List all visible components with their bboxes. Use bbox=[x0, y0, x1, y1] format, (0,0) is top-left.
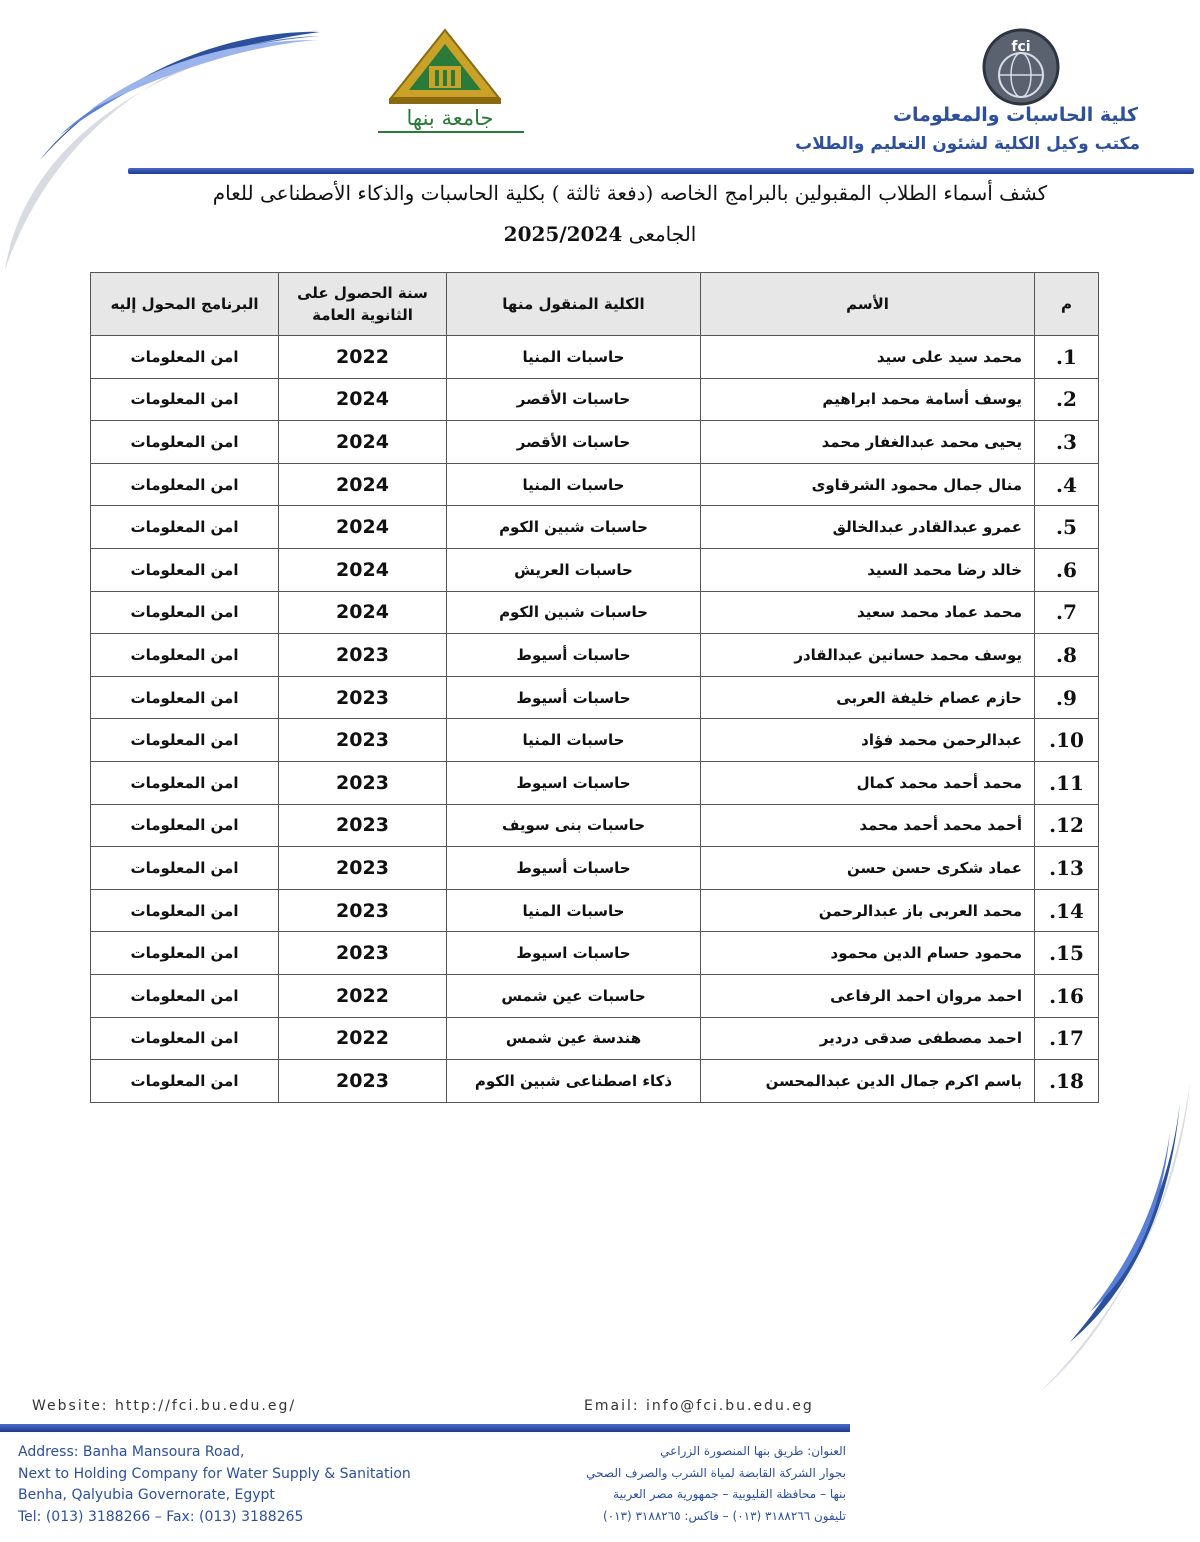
header-num: م bbox=[1035, 273, 1099, 336]
cell-num: 13. bbox=[1035, 847, 1099, 890]
footer-divider bbox=[0, 1424, 850, 1432]
cell-name: محمد أحمد محمد كمال bbox=[701, 761, 1035, 804]
cell-program: امن المعلومات bbox=[91, 974, 279, 1017]
footer-website: Website: http://fci.bu.edu.eg/ bbox=[32, 1398, 297, 1414]
table-row bbox=[91, 421, 1099, 464]
cell-faculty: حاسبات العريش bbox=[447, 548, 701, 591]
cell-year: 2023 bbox=[279, 847, 447, 890]
cell-program: امن المعلومات bbox=[91, 378, 279, 421]
cell-faculty: حاسبات عين شمس bbox=[447, 974, 701, 1017]
table-row bbox=[91, 634, 1099, 677]
cell-program: امن المعلومات bbox=[91, 591, 279, 634]
university-name-underline bbox=[378, 131, 524, 133]
footer-email: Email: info@fci.bu.edu.eg bbox=[584, 1398, 814, 1414]
cell-year: 2023 bbox=[279, 761, 447, 804]
header-name: الأسم bbox=[701, 273, 1035, 336]
document-title-year bbox=[400, 222, 800, 246]
cell-name: عماد شكرى حسن حسن bbox=[701, 847, 1035, 890]
address-ar-line: تليفون ٣١٨٨٢٦٦ (٠١٣) – فاكس: ٣١٨٨٢٦٥ (٠١٣) bbox=[602, 1508, 846, 1523]
cell-year: 2023 bbox=[279, 634, 447, 677]
table-body bbox=[91, 336, 1099, 1103]
cell-program: امن المعلومات bbox=[91, 336, 279, 379]
address-ar-line: بنها – محافظة القليوبية – جمهورية مصر العربية bbox=[613, 1487, 846, 1501]
footer-address-en bbox=[18, 1442, 411, 1528]
cell-faculty: حاسبات المنيا bbox=[447, 889, 701, 932]
header-faculty: الكلية المنقول منها bbox=[447, 273, 701, 336]
cell-year: 2024 bbox=[279, 591, 447, 634]
cell-name: محمد سيد على سيد bbox=[701, 336, 1035, 379]
table-row bbox=[91, 336, 1099, 379]
cell-faculty: حاسبات المنيا bbox=[447, 719, 701, 762]
address-ar-line: بجوار الشركة القابضة لمياة الشرب والصرف الصحي bbox=[586, 1465, 846, 1480]
cell-faculty: حاسبات أسيوط bbox=[447, 847, 701, 890]
fci-globe-logo bbox=[978, 27, 1064, 107]
table-row bbox=[91, 889, 1099, 932]
cell-year: 2022 bbox=[279, 336, 447, 379]
cell-name: عمرو عبدالقادر عبدالخالق bbox=[701, 506, 1035, 549]
table-row bbox=[91, 591, 1099, 634]
table-row bbox=[91, 804, 1099, 847]
decorative-swoosh-top-left bbox=[0, 0, 330, 300]
decorative-swoosh-bottom-right bbox=[1030, 1072, 1200, 1402]
cell-year: 2024 bbox=[279, 548, 447, 591]
cell-name: عبدالرحمن محمد فؤاد bbox=[701, 719, 1035, 762]
cell-name: يوسف محمد حسانين عبدالقادر bbox=[701, 634, 1035, 677]
cell-name: منال جمال محمود الشرقاوى bbox=[701, 463, 1035, 506]
cell-name: احمد مروان احمد الرفاعى bbox=[701, 974, 1035, 1017]
cell-faculty: حاسبات شبين الكوم bbox=[447, 506, 701, 549]
address-en-line: Benha, Qalyubia Governorate, Egypt bbox=[18, 1487, 275, 1503]
table-row bbox=[91, 676, 1099, 719]
university-logo bbox=[385, 28, 505, 106]
table-row bbox=[91, 974, 1099, 1017]
table-row bbox=[91, 932, 1099, 975]
cell-num: 2. bbox=[1035, 378, 1099, 421]
cell-num: 11. bbox=[1035, 761, 1099, 804]
cell-year: 2023 bbox=[279, 676, 447, 719]
students-table bbox=[90, 272, 1099, 1103]
cell-faculty: حاسبات شبين الكوم bbox=[447, 591, 701, 634]
cell-faculty: حاسبات الأقصر bbox=[447, 421, 701, 464]
title-year-prefix: الجامعى bbox=[622, 222, 697, 246]
cell-name: حازم عصام خليفة العربى bbox=[701, 676, 1035, 719]
students-table-wrapper bbox=[90, 272, 1098, 1103]
cell-num: 6. bbox=[1035, 548, 1099, 591]
cell-name: يحيى محمد عبدالغفار محمد bbox=[701, 421, 1035, 464]
footer-address-ar bbox=[586, 1441, 846, 1527]
cell-num: 5. bbox=[1035, 506, 1099, 549]
cell-program: امن المعلومات bbox=[91, 847, 279, 890]
faculty-name: كلية الحاسبات والمعلومات bbox=[892, 104, 1138, 126]
cell-faculty: حاسبات أسيوط bbox=[447, 676, 701, 719]
address-en-line: Address: Banha Mansoura Road, bbox=[18, 1444, 245, 1460]
cell-year: 2023 bbox=[279, 932, 447, 975]
cell-name: باسم اكرم جمال الدين عبدالمحسن bbox=[701, 1060, 1035, 1103]
table-row bbox=[91, 548, 1099, 591]
cell-name: يوسف أسامة محمد ابراهيم bbox=[701, 378, 1035, 421]
cell-faculty: حاسبات اسيوط bbox=[447, 761, 701, 804]
table-row bbox=[91, 719, 1099, 762]
cell-program: امن المعلومات bbox=[91, 421, 279, 464]
cell-name: احمد مصطفى صدقى دردير bbox=[701, 1017, 1035, 1060]
table-row bbox=[91, 378, 1099, 421]
cell-faculty: ذكاء اصطناعى شبين الكوم bbox=[447, 1060, 701, 1103]
cell-num: 16. bbox=[1035, 974, 1099, 1017]
cell-program: امن المعلومات bbox=[91, 804, 279, 847]
cell-year: 2022 bbox=[279, 1017, 447, 1060]
cell-num: 1. bbox=[1035, 336, 1099, 379]
cell-program: امن المعلومات bbox=[91, 548, 279, 591]
cell-name: محمد عماد محمد سعيد bbox=[701, 591, 1035, 634]
table-row bbox=[91, 847, 1099, 890]
cell-faculty: حاسبات اسيوط bbox=[447, 932, 701, 975]
table-row bbox=[91, 463, 1099, 506]
cell-program: امن المعلومات bbox=[91, 634, 279, 677]
table-row bbox=[91, 761, 1099, 804]
cell-year: 2024 bbox=[279, 378, 447, 421]
title-year: 2025/2024 bbox=[503, 222, 623, 246]
cell-program: امن المعلومات bbox=[91, 676, 279, 719]
cell-num: 8. bbox=[1035, 634, 1099, 677]
cell-name: محمد العربى باز عبدالرحمن bbox=[701, 889, 1035, 932]
header-divider bbox=[128, 168, 1194, 174]
cell-program: امن المعلومات bbox=[91, 463, 279, 506]
cell-year: 2024 bbox=[279, 421, 447, 464]
cell-faculty: حاسبات بنى سويف bbox=[447, 804, 701, 847]
document-title: كشف أسماء الطلاب المقبولين بالبرامج الخاصه (دفعة ثالثة ) بكلية الحاسبات والذكاء الأصطناعى للعام bbox=[212, 181, 1048, 205]
cell-program: امن المعلومات bbox=[91, 932, 279, 975]
table-row bbox=[91, 506, 1099, 549]
office-name: مكتب وكيل الكلية لشئون التعليم والطلاب bbox=[795, 134, 1140, 154]
cell-program: امن المعلومات bbox=[91, 1060, 279, 1103]
address-ar-line: العنوان: طريق بنها المنصورة الزراعي bbox=[660, 1444, 846, 1458]
cell-num: 15. bbox=[1035, 932, 1099, 975]
cell-year: 2024 bbox=[279, 463, 447, 506]
cell-program: امن المعلومات bbox=[91, 719, 279, 762]
cell-year: 2024 bbox=[279, 506, 447, 549]
cell-num: 18. bbox=[1035, 1060, 1099, 1103]
university-name: جامعة بنها bbox=[406, 106, 494, 130]
fci-logo-text: fci bbox=[1011, 39, 1031, 55]
address-en-line: Next to Holding Company for Water Supply & Sanitation bbox=[18, 1465, 411, 1482]
cell-year: 2023 bbox=[279, 1060, 447, 1103]
cell-year: 2022 bbox=[279, 974, 447, 1017]
header-program: البرنامج المحول إليه bbox=[91, 273, 279, 336]
cell-faculty: حاسبات المنيا bbox=[447, 336, 701, 379]
cell-program: امن المعلومات bbox=[91, 889, 279, 932]
table-row bbox=[91, 1060, 1099, 1103]
table-row bbox=[91, 1017, 1099, 1060]
cell-year: 2023 bbox=[279, 889, 447, 932]
cell-num: 4. bbox=[1035, 463, 1099, 506]
cell-name: خالد رضا محمد السيد bbox=[701, 548, 1035, 591]
table-header-row bbox=[91, 273, 1099, 336]
cell-faculty: حاسبات المنيا bbox=[447, 463, 701, 506]
cell-name: أحمد محمد أحمد محمد bbox=[701, 804, 1035, 847]
cell-num: 10. bbox=[1035, 719, 1099, 762]
cell-num: 3. bbox=[1035, 421, 1099, 464]
cell-program: امن المعلومات bbox=[91, 1017, 279, 1060]
cell-name: محمود حسام الدين محمود bbox=[701, 932, 1035, 975]
cell-faculty: حاسبات أسيوط bbox=[447, 634, 701, 677]
cell-year: 2023 bbox=[279, 804, 447, 847]
address-en-line: Tel: (013) 3188266 – Fax: (013) 3188265 bbox=[18, 1508, 304, 1525]
cell-program: امن المعلومات bbox=[91, 761, 279, 804]
cell-num: 7. bbox=[1035, 591, 1099, 634]
cell-program: امن المعلومات bbox=[91, 506, 279, 549]
cell-num: 9. bbox=[1035, 676, 1099, 719]
cell-faculty: حاسبات الأقصر bbox=[447, 378, 701, 421]
cell-faculty: هندسة عين شمس bbox=[447, 1017, 701, 1060]
header-year: سنة الحصول على الثانوية العامة bbox=[279, 273, 447, 336]
cell-num: 17. bbox=[1035, 1017, 1099, 1060]
cell-num: 12. bbox=[1035, 804, 1099, 847]
cell-num: 14. bbox=[1035, 889, 1099, 932]
cell-year: 2023 bbox=[279, 719, 447, 762]
